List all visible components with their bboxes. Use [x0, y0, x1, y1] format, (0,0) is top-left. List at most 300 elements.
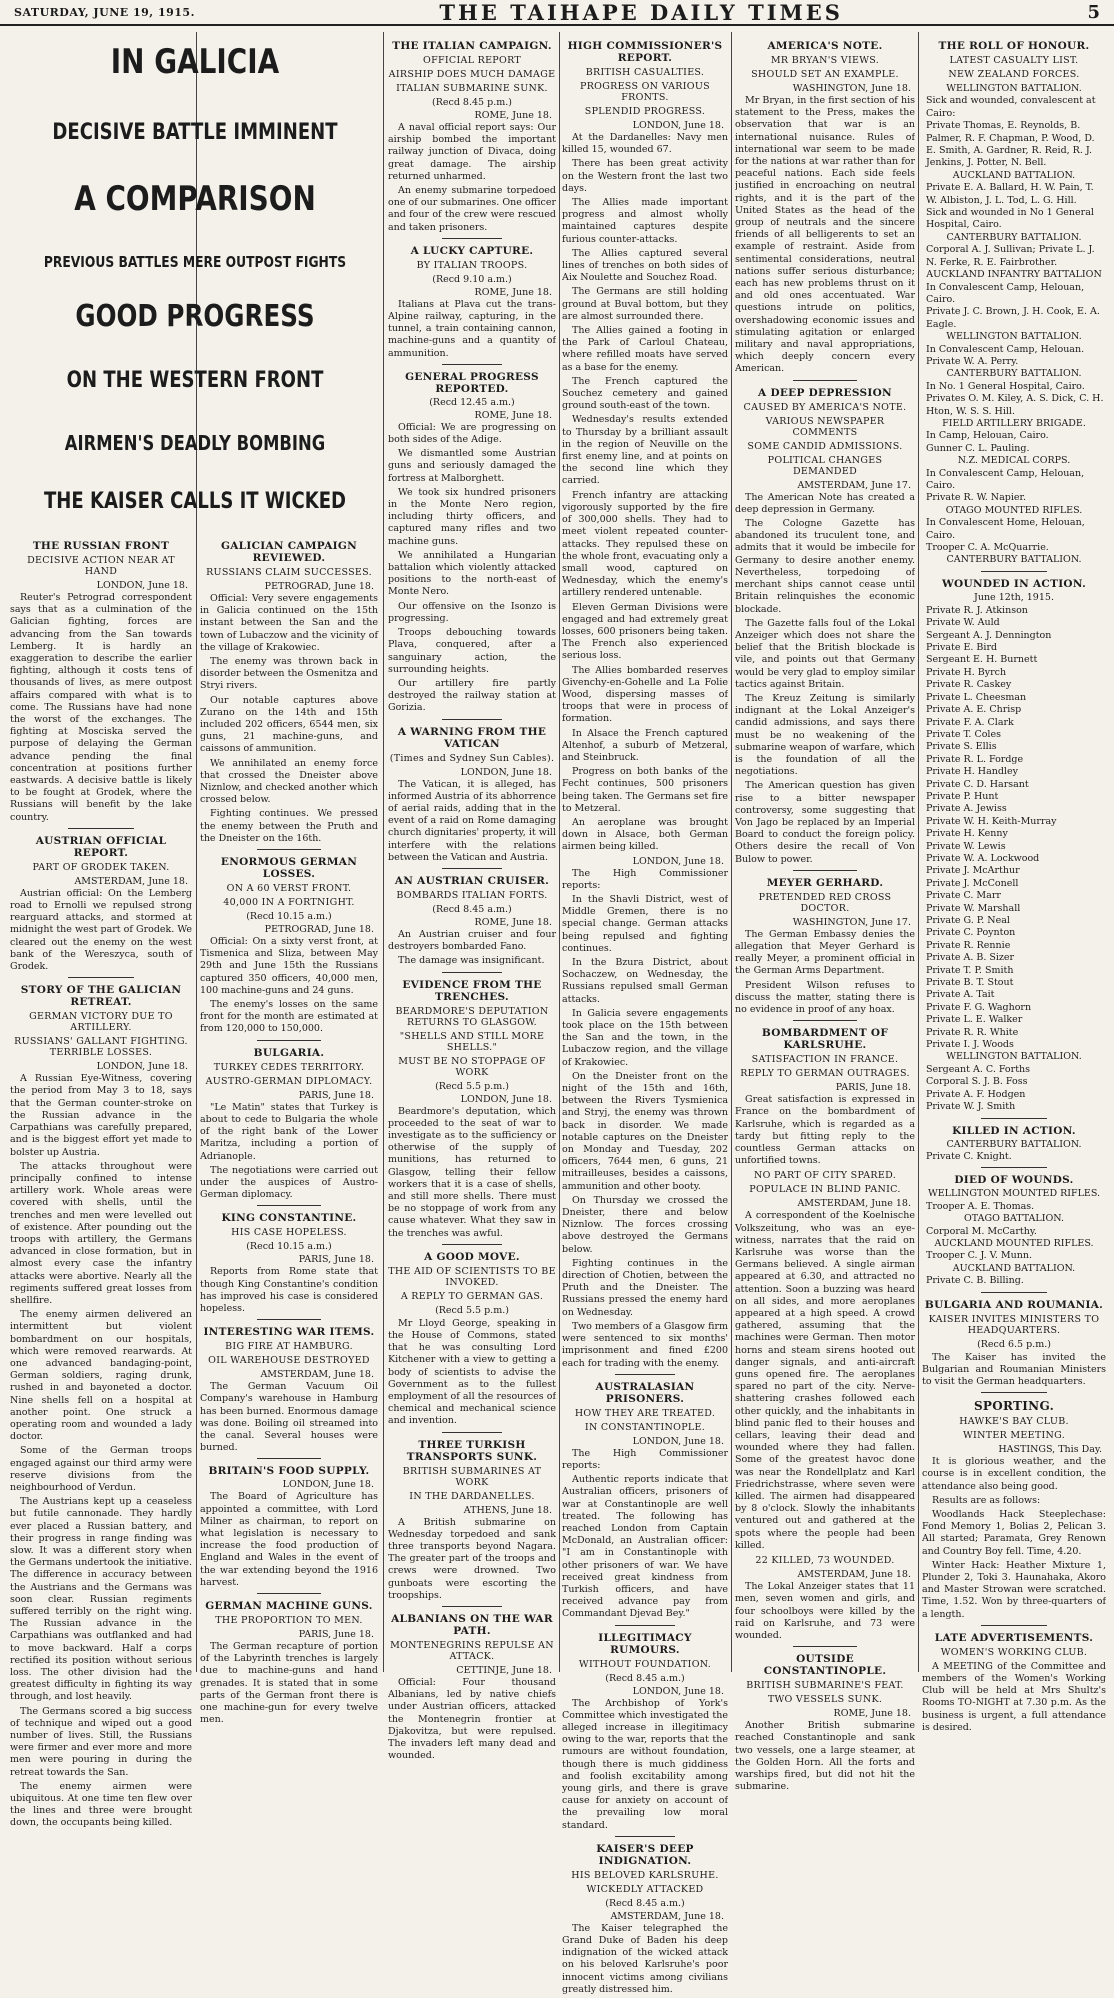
died-of-wounds-list [922, 1188, 1106, 1287]
divider [981, 1118, 1047, 1119]
article-paragraph: At the Dardanelles: Navy men killed 15, wounded 67. [562, 132, 728, 156]
received-time: (Recd 12.45 a.m.) [429, 396, 515, 408]
divider [615, 1374, 675, 1375]
article-subhead: THE PROPORTION TO MEN. [215, 1614, 363, 1626]
article-subhead: SPLENDID PROGRESS. [584, 106, 706, 117]
column-rule [918, 32, 919, 1672]
divider [257, 849, 321, 850]
column-rule [731, 32, 732, 1672]
dateline: LONDON, June 18. [460, 1093, 552, 1105]
article-subhead: 40,000 IN A FORTNIGHT. [223, 897, 355, 909]
casualty-entry: Private H. Handley [926, 766, 1018, 778]
article-subhead: THE AID OF SCIENTISTS TO BE INVOKED. [388, 1265, 556, 1288]
article-paragraph: Woodlands Hack Steeplechase: Fond Memory 1, Bolias 2, Pelican 3. All started; Paramata, Grey Renown and Country Boy fell. Time, 4.20. [922, 1508, 1106, 1557]
dateline: LONDON, June 18. [282, 1479, 374, 1491]
article-paragraph: The Austrians kept up a ceaseless but futile cannonade. They hardly ever placed a Russian battery, and their progress in range finding was slow. It was a different story when the Germans undertook the initiative. The difference in accuracy between the Austrians and the Germans was soon clear. Russian regiments suffered terribly on the right wing. The Russian advance in the Carpathians was outflanked and had to move backward. Half a corps rectified its position without serious loss. The other division had the greatest difficulty in fighting its way through, and lost heavily. [10, 1496, 192, 1703]
article-paragraph: Official: On a sixty verst front, at Tismenica and Sliza, between May 29th and June 15th the Russians captured 350 officers, 40,000 men, 100 machine-guns and 24 guns. [200, 936, 378, 996]
divider [981, 1167, 1047, 1168]
dateline: ROME, June 18. [474, 916, 552, 928]
article-subhead: TURKEY CEDES TERRITORY. [213, 1061, 365, 1073]
divider [615, 1625, 675, 1626]
article-headline: GALICIAN CAMPAIGN REVIEWED. [220, 540, 358, 564]
article-subhead: WICKEDLY ATTACKED [586, 1883, 704, 1895]
casualty-entry: Private A. Tait [926, 989, 995, 1001]
article-subhead: GERMAN VICTORY DUE TO ARTILLERY. [29, 1011, 173, 1034]
casualty-entry: Private W. J. Smith [926, 1101, 1016, 1113]
article-paragraph: On Thursday we crossed the Dneister, there and below Niznlow. The forces crossing above destroyed the Germans below. [562, 1194, 728, 1255]
casualty-entry: Private R. R. White [926, 1026, 1019, 1038]
casualty-entry: Private W. Lewis [926, 840, 1006, 852]
article-headline: KAISER'S DEEP INDIGNATION. [596, 1842, 694, 1867]
article-paragraph: The Allies bombarded reserves Givenchy-en-Gohelle and La Folie Wood, dispersing masses of troops that were in process of formation. [562, 664, 728, 725]
article-paragraph: It is glorious weather, and the course is in excellent condition, the attendance also being good. [922, 1456, 1106, 1492]
article-headline: INTERESTING WAR ITEMS. [203, 1326, 375, 1339]
divider [257, 1040, 321, 1041]
dateline: ROME, June 18. [474, 110, 552, 121]
article-subhead: BRITISH SUBMARINE'S FEAT. [746, 1680, 904, 1692]
article-subhead: TWO VESSELS SUNK. [767, 1694, 883, 1706]
casualty-entry: Private C. Marr [926, 890, 1001, 902]
divider [68, 828, 134, 829]
article-paragraph: In Alsace the French captured Altenhof, a suburb of Metzeral, and Steinbruck. [562, 727, 728, 763]
article-paragraph: Reuter's Petrograd correspondent says that as a culmination of the Galician fighting, forces are advancing from the San towards Lemberg. It is hardly an exaggeration to describe the earlier fighting, although it costs tens of thousands of lives, as mere outpost affairs compared with what is to come. The Russians have had none the worst of the exchanges. The fighting at Mosciska served the purpose of delaying the German advance pending the final concentration at positions further eastwards. A decisive battle is likely to be fought at Grodek, where the Russians will benefit by the lake country. [10, 592, 192, 823]
article-subhead: IN CONSTANTINOPLE. [584, 1421, 706, 1433]
article-subhead: RUSSIANS' GALLANT FIGHTING. TERRIBLE LOSSES. [14, 1036, 188, 1059]
casualty-entry: Private I. J. Woods [926, 1039, 1014, 1051]
received-time: (Recd 6.5 p.m.) [977, 1338, 1051, 1350]
casualty-entry: Private A. B. Sizer [926, 952, 1015, 964]
casualty-entry: Private C. D. Harsant [926, 778, 1029, 790]
headline-2: DECISIVE BATTLE IMMINENT [52, 120, 338, 145]
article-paragraph: Italians at Plava cut the trans-Alpine railway, capturing, in the tunnel, a train containing cannon, machine-guns and a quantity of ammunition. [388, 298, 556, 359]
article-subhead: LATEST CASUALTY LIST. [949, 55, 1079, 66]
unit-heading: FIELD ARTILLERY BRIGADE. [942, 417, 1086, 429]
article-headline: ALBANIANS ON THE WAR PATH. [391, 1613, 553, 1638]
article-subhead: A REPLY TO GERMAN GAS. [400, 1290, 544, 1302]
headline-7: AIRMEN'S DEADLY BOMBING [64, 431, 326, 455]
article-headline: BULGARIA AND ROUMANIA. [924, 1298, 1104, 1311]
article-paragraph: A MEETING of the Committee and members of the Women's Working Club will be held at Mrs Shultz's Rooms TO-NIGHT at 7.30 p.m. As the business is urgent, a full attendance is desired. [922, 1660, 1106, 1733]
divider [793, 1646, 858, 1647]
article-paragraph: The Allies captured several lines of trenches on both sides of Aix Noulette and Souchez Road. [562, 247, 728, 284]
dateline: LONDON, June 18. [460, 766, 552, 778]
article-headline: SPORTING. [973, 1399, 1055, 1414]
article-subhead: BY ITALIAN TROOPS. [416, 259, 528, 271]
article-paragraph: Official: Four thousand Albanians, led by native chiefs under Austrian officers, attacked the Montenegrin frontier at Djakovitza, but were repulsed. The invaders left many dead and wounded. [388, 1677, 556, 1762]
article-headline: A LUCKY CAPTURE. [410, 244, 534, 257]
casualty-entry: In Convalescent Camp, Helouan, Cairo. [926, 467, 1085, 491]
casualty-entry: Private A. E. Chrisp [926, 704, 1022, 716]
casualty-entry: In Convalescent Home, Helouan, Cairo. [926, 517, 1085, 541]
article-paragraph: The Germans are still holding ground at Buval bottom, but they are almost surrounded there. [562, 286, 728, 322]
article-subhead: WINTER MEETING. [962, 1430, 1066, 1442]
article-subhead: BRITISH CASUALTIES. [585, 67, 705, 78]
article-subhead: BIG FIRE AT HAMBURG. [225, 1341, 353, 1353]
received-time: (Recd 8.45 p.m.) [432, 97, 512, 108]
divider [257, 1319, 321, 1320]
article-headline: BOMBARDMENT OF KARLSRUHE. [761, 1027, 889, 1052]
main-headline-stack [10, 34, 380, 534]
unit-heading: N.Z. MEDICAL CORPS. [957, 455, 1071, 467]
received-time: (Recd 10.15 a.m.) [246, 1241, 332, 1253]
article-headline: OUTSIDE CONSTANTINOPLE. [763, 1653, 887, 1678]
divider [442, 972, 502, 973]
casualty-entry: Sick and wounded in No 1 General Hospital, Cairo. [926, 207, 1094, 231]
dateline: AMSTERDAM, June 18. [260, 1369, 374, 1381]
article-paragraph: In Galicia severe engagements took place on the 15th between the San and the town, in the Lubaczow region, and the village of Krakowiec. [562, 1007, 728, 1068]
newspaper-title: THE TAIHAPE DAILY TIMES [439, 0, 843, 25]
article-subhead: MR BRYAN'S VIEWS. [770, 55, 880, 66]
casualty-entry: Private R. Rennie [926, 939, 1011, 951]
received-time: (Recd 9.10 a.m.) [432, 273, 512, 285]
article-paragraph: An enemy submarine torpedoed one of our submarines. One officer and four of the crew were rescued and taken prisoners. [388, 185, 556, 233]
article-paragraph: The Archbishop of York's Committee which investigated the alleged increase in illegitimacy owing to the war, reports that the rumours are without foundation, though there is much giddiness and foolish excitability among young girls, and there is grave cause for anxiety on account of the prevailing low moral standard. [562, 1697, 728, 1831]
article-subhead: POPULACE IN BLIND PANIC. [749, 1184, 901, 1196]
headline-5: GOOD PROGRESS [75, 299, 315, 334]
article-paragraph: President Wilson refuses to discuss the matter, stating there is no evidence in proof of any hoax. [735, 979, 915, 1015]
casualty-entry: Sergeant A. J. Dennington [926, 629, 1052, 641]
divider [981, 571, 1047, 572]
article-paragraph: Eleven German Divisions were engaged and had extremely great losses, 600 prisoners being taken. The French also experienced serious loss. [562, 601, 728, 662]
article-subhead: REPLY TO GERMAN OUTRAGES. [740, 1068, 910, 1080]
casualty-entry: Private L. Cheesman [926, 691, 1027, 703]
article-paragraph: Our notable captures above Zurano on the 14th and 15th included 202 officers, 6544 men, six guns, 21 machine-guns, and caissons of ammunition. [200, 694, 378, 755]
article-subhead: HIS BELOVED KARLSRUHE. [571, 1869, 719, 1881]
casualty-entry: Private J. McConell [926, 877, 1019, 889]
article-paragraph: An aeroplane was brought down in Alsace, both German airmen being killed. [562, 816, 728, 853]
article-headline: DIED OF WOUNDS. [954, 1174, 1074, 1187]
column-4 [562, 34, 728, 1998]
dateline: LONDON, June 18. [632, 1685, 724, 1697]
article-paragraph: Another British submarine reached Constantinople and sank two vessels, one a large steamer, at the Golden Horn. All the forts and warships fired, but did not hit the submarine. [735, 1720, 915, 1793]
article-paragraph: Troops debouching towards Plava, conquered, after a sanguinary action, the surrounding heights. [388, 627, 556, 675]
article-paragraph: We dismantled some Austrian guns and seriously damaged the fortress at Malborghett. [388, 448, 556, 484]
casualty-entry: In Convalescent Camp, Helouan, Cairo. [926, 281, 1085, 305]
divider [615, 1836, 675, 1837]
article-headline: LATE ADVERTISEMENTS. [934, 1631, 1094, 1644]
article-paragraph: The American question has given rise to a bitter newspaper controversy, some suggesting that Von Jago be replaced by an Imperial Board to conduct the foreign policy. Others desire the recall of Von Bulow to power. [735, 780, 915, 865]
casualty-entry: Private F. A. Clark [926, 716, 1014, 728]
received-time: (Recd 8.45 a.m.) [605, 1897, 685, 1909]
article-paragraph: In the Bzura District, about Sochaczew, on Wednesday, the Russians repulsed small German attacks. [562, 957, 728, 1005]
column-rule [383, 32, 384, 1672]
article-paragraph: Fighting continues in the direction of Chotien, between the Pruth and the Dneister. The Russians pressed the enemy hard on Wednesday. [562, 1257, 728, 1318]
article-subhead: SOME CANDID ADMISSIONS. [747, 440, 903, 452]
article-paragraph: We annihilated a Hungarian battalion which violently attacked positions to the north-east of Monte Nero. [388, 549, 556, 598]
article-headline: KILLED IN ACTION. [952, 1124, 1076, 1137]
article-headline: A GOOD MOVE. [424, 1250, 520, 1263]
unit-heading: WELLINGTON BATTALION. [946, 331, 1082, 343]
casualty-entry: Private R. W. Napier. [926, 492, 1027, 504]
article-headline: THREE TURKISH TRANSPORTS SUNK. [406, 1438, 538, 1463]
divider [981, 1292, 1047, 1293]
article-paragraph: Progress on both banks of the Fecht continues, 500 prisoners being taken. The Germans set fire to Metzeral. [562, 766, 728, 814]
headline-8: THE KAISER CALLS IT WICKED [43, 489, 347, 514]
article-paragraph: The German Embassy denies the allegation that Meyer Gerhard is really Meyer, a prominent official in the German Arms Department. [735, 928, 915, 977]
divider [793, 380, 858, 381]
article-headline: HIGH COMMISSIONER'S REPORT. [567, 40, 723, 64]
article-subhead: MONTENEGRINS REPULSE AN ATTACK. [390, 1640, 554, 1663]
casualty-entry: Private W. Marshall [926, 902, 1021, 914]
unit-heading: CANTERBURY BATTALION. [946, 1138, 1082, 1150]
article-subhead: BEARDMORE'S DEPUTATION RETURNS TO GLASGOW. [395, 1005, 549, 1028]
article-subhead: PRETENDED RED CROSS DOCTOR. [758, 891, 892, 914]
unit-heading: OTAGO MOUNTED RIFLES. [945, 504, 1083, 516]
article-paragraph: The attacks throughout were principally confined to intense artillery work. Whole areas were covered with shells, until the trenches and men were levelled out of existence. After pounding out the troops with artillery, the Germans advanced in close formation, but in almost every case the infantry attacks were abortive. Nearly all the regiments suffered great losses from shellfire. [10, 1160, 192, 1306]
article-headline: THE ROLL OF HONOUR. [938, 40, 1090, 52]
casualty-entry: Private S. Ellis [926, 741, 997, 753]
article-paragraph: The Vatican, it is alleged, has informed Austria of its abhorrence of aerial raids, adding that in the event of a raid on Rome damaging church dignitaries' property, it will interfere with the relations between the Vatican and Austria. [388, 778, 556, 863]
article-paragraph: The damage was insignificant. [398, 955, 545, 967]
article-headline: A WARNING FROM THE VATICAN [397, 725, 547, 750]
masthead [0, 0, 1114, 26]
dateline: LONDON, June 18. [632, 120, 724, 131]
divider [442, 1606, 502, 1607]
article-paragraph: There has been great activity on the Western front the last two days. [562, 158, 728, 194]
column-3 [388, 34, 556, 1764]
unit-heading: CANTERBURY BATTALION. [946, 554, 1082, 566]
article-paragraph: Two members of a Glasgow firm were sentenced to six months' imprisonment and fined £200 each for trading with the enemy. [562, 1320, 728, 1369]
article-paragraph: The enemy was thrown back in disorder between the Osmenitza and Stryi rivers. [200, 656, 378, 692]
article-paragraph: The Gazette falls foul of the Lokal Anzeiger which does not share the belief that the British blockade is vile, and points out that Germany would be very glad to employ similar tactics against Britain. [735, 617, 915, 690]
dateline: LONDON, June 18. [96, 580, 188, 591]
list-date: June 12th, 1915. [974, 591, 1054, 603]
article-headline: AUSTRALASIAN PRISONERS. [595, 1380, 695, 1405]
article-paragraph: The negotiations were carried out under the auspices of Austro-German diplomacy. [200, 1164, 378, 1201]
casualty-entry: Private E. A. Ballard, H. W. Pain, T. W. Albiston, J. L. Tod, L. G. Hill. [926, 182, 1094, 206]
casualty-entry: In No. 1 General Hospital, Cairo. [926, 380, 1085, 392]
casualty-entry: Private Thomas, E. Reynolds, B. Palmer, R. F. Chapman, P. Wood, D. E. Smith, A. Gardner, R. Reid, R. J. Jenkins, J. Potter, N. Bell. [926, 120, 1095, 169]
dateline: LONDON, June 18. [632, 855, 724, 867]
casualty-entry: Privates O. M. Kiley, A. S. Dick, C. H. Hton, W. S. S. Hill. [926, 393, 1104, 417]
article-paragraph: The American Note has created a deep depression in Germany. [735, 491, 915, 515]
article-paragraph: A naval official report says: Our airship bombed the important railway junction of Divaca, doing great damage. The airship returned unharmed. [388, 122, 556, 182]
received-time: (Recd 5.5 p.m.) [435, 1080, 509, 1092]
article-paragraph: Winter Hack: Heather Mixture 1, Plunder 2, Toki 3. Haunahaka, Akoro and Master Strowan were scratched. Time, 1.52. Won by three-quarters of a length. [922, 1559, 1106, 1620]
casualty-entry: Trooper C. A. McQuarrie. [926, 542, 1049, 554]
casualty-entry: Private C. B. Billing. [926, 1275, 1024, 1287]
casualty-entry: Private A. Jewiss [926, 803, 1007, 815]
article-paragraph: A correspondent of the Koelnische Volkszeitung, who was an eye-witness, narrates that the raid on Karlsruhe was worse than the Germans believed. A single airman appeared at 6.30, and attracted no attention. Soon a buzzing was heard on all sides, and more aeroplanes appeared at a high speed. A crowd gathered, assuming that the machines were German. Then motor horns and steam sirens hooted out danger signals, and anti-aircraft guns opened fire. The aeroplanes spared no part of the city. Nerve-shattering crashes followed each other quickly, and the inhabitants in blind panic fled to their houses and cellars, leaving their dead and wounded where they had fallen. Some of the greatest havoc done was near the Rondellplatz and Karl Friedrichstrasse, where seven were killed. The airmen had disappeared by 8 o'clock. Slowly the inhabitants ventured out and gathered at the spots where the people had been killed. [735, 1210, 915, 1551]
divider [442, 364, 502, 365]
article-paragraph: A Russian Eye-Witness, covering the period from May 3 to 18, says that the German counter-stroke on the Russian advance in the Carpathians was carefully prepared, and is the biggest effort yet made to bolster up Austria. [10, 1073, 192, 1158]
article-paragraph: French infantry are attacking vigorously supported by the fire of 300,000 shells. They had to meet violent repeated counter-attacks. They repulsed these on the whole front, evacuating only a small wood, captured on Wednesday, which the enemy's artillery rendered untenable. [562, 489, 728, 599]
divider [442, 868, 502, 869]
dateline: ROME, June 18. [474, 286, 552, 298]
article-subhead: WOMEN'S WORKING CLUB. [940, 1646, 1088, 1658]
casualty-entry: Private R. Caskey [926, 679, 1012, 691]
article-subhead: SHOULD SET AN EXAMPLE. [751, 69, 899, 80]
casualty-entry: Private C. Poynton [926, 927, 1016, 939]
dateline: PETROGRAD, June 18. [264, 581, 374, 592]
dateline: ROME, June 18. [474, 409, 552, 421]
received-time: (Recd 8.45 a.m.) [432, 903, 512, 915]
article-paragraph: Fighting continues. We pressed the enemy between the Pruth and the Dneister on the 16th. [200, 808, 378, 844]
article-paragraph: We took six hundred prisoners in the Monte Nero region, including thirty officers, and captured many rifles and two machine guns. [388, 486, 556, 547]
article-paragraph: We annihilated an enemy force that crossed the Dneister above Niznlow, and checked another which crossed below. [200, 757, 378, 806]
unit-heading: CANTERBURY BATTALION. [946, 231, 1082, 243]
issue-date: SATURDAY, JUNE 19, 1915. [14, 5, 195, 19]
article-subhead: PART OF GRODEK TAKEN. [32, 861, 170, 873]
casualty-entry: Trooper C. J. V. Munn. [926, 1250, 1033, 1262]
article-subhead: CAUSED BY AMERICA'S NOTE. [743, 401, 907, 413]
casualty-entry: Private G. P. Neal [926, 915, 1010, 926]
casualty-entry: In Convalescent Camp, Helouan. [926, 343, 1085, 355]
article-headline: MEYER GERHARD. [766, 876, 884, 889]
article-headline: BRITAIN'S FOOD SUPPLY. [208, 1465, 370, 1478]
dateline: AMSTERDAM, June 17. [797, 479, 911, 491]
dateline: LONDON, June 18. [96, 1061, 188, 1073]
unit-heading: WELLINGTON MOUNTED RIFLES. [927, 1188, 1101, 1200]
casualty-entry: Private B. T. Stout [926, 977, 1014, 989]
column-2 [200, 534, 378, 1728]
divider [981, 1625, 1047, 1626]
article-subhead: HIS CASE HOPELESS. [231, 1227, 347, 1239]
article-paragraph: The enemy airmen delivered an intermittent but violent bombardment on our hospitals, which were removed rearwards. At one advanced bandaging-point, German soldiers, raging drunk, rushed in and bayoneted a doctor. Nine shells fell on a hospital at another point. One struck a operating room and wounded a lady doctor. [10, 1309, 192, 1443]
article-headline: ENORMOUS GERMAN LOSSES. [220, 856, 358, 881]
dateline: PETROGRAD, June 18. [264, 924, 374, 936]
casualty-entry: Corporal A. J. Sullivan; Private L. J. N. Ferke, R. E. Fairbrother. [926, 244, 1095, 268]
column-5 [735, 34, 915, 1795]
divider [257, 1458, 321, 1459]
divider [442, 719, 502, 720]
dateline: WASHINGTON, June 17. [792, 916, 911, 928]
article-paragraph: On the Dneister front on the night of the 15th and 16th, between the Rivers Tysmienica and Stryj, the enemy was thrown back in disorder. We made notable captures on the Dneister on Monday and Tuesday, 202 officers, 7644 men, 6 guns, 21 mitrailleuses, besides a caissons, ammunition and other booty. [562, 1070, 728, 1192]
article-subhead: OFFICIAL REPORT [422, 55, 522, 66]
divider [442, 238, 502, 239]
article-subhead: HAWKE'S BAY CLUB. [959, 1416, 1069, 1428]
article-paragraph: Great satisfaction is expressed in France on the bombardment of Karlsruhe, which is regarded as a tardy but fitting reply to the countless German attacks on unfortified towns. [735, 1094, 915, 1167]
casualty-entry: Private R. L. Fordge [926, 753, 1024, 765]
column-6 [922, 34, 1106, 1736]
casualty-entry: Private T. P. Smith [926, 964, 1014, 976]
article-subhead: NO PART OF CITY SPARED. [753, 1170, 897, 1182]
unit-heading: AUCKLAND INFANTRY BATTALION [926, 269, 1102, 281]
article-subhead: NEW ZEALAND FORCES. [948, 69, 1080, 80]
article-paragraph: "Le Matin" states that Turkey is about to cede to Bulgaria the whole of the right bank of the Lower Maritza, including a portion of Adrianople. [200, 1101, 378, 1162]
article-subhead: SATISFACTION IN FRANCE. [751, 1054, 899, 1066]
headline-4: PREVIOUS BATTLES MERE OUTPOST FIGHTS [43, 253, 347, 271]
column-1 [10, 534, 192, 1832]
dateline: PARIS, June 18. [298, 1628, 374, 1640]
article-paragraph: Mr Bryan, in the first section of his statement to the Press, makes the observation that war is an international nuisance. Rules of international war seem to be made for the nations at war rather than for peaceful nations. Each side feels justified in encroaching on neutral rights, and it is the part of the United States as the head of the group of neutrals and the sincere friends of all belligerents to set an example of restraint. Aside from sentimental considerations, neutral nations suffer serious disturbance; each has new problems thrust on it and old ones accentuated. War questions intrude on politics, overshadowing economic issues and stimulating agitation or enlarged military and naval appropriations, which deeply concern every American. [735, 95, 915, 375]
article-subhead: BRITISH SUBMARINES AT WORK [402, 1465, 542, 1488]
article-subhead: IN THE DARDANELLES. [409, 1490, 535, 1502]
casualty-entry: Private E. Bird [926, 642, 998, 654]
article-paragraph: The Allies gained a footing in the Park of Carloul Chateau, where refilled moats have served as a base for the enemy. [562, 325, 728, 373]
article-paragraph: The German Vacuum Oil Company's warehouse in Hamburg has been burned. Enormous damage was done. Boiling oil streamed into the canal. Several houses were burned. [200, 1381, 378, 1454]
column-rule [559, 32, 560, 1672]
article-headline: THE ITALIAN CAMPAIGN. [392, 40, 552, 52]
casualty-entry: Private H. Byrch [926, 666, 1007, 678]
article-paragraph: Some of the German troops engaged against our third army were reserve divisions from the neighbourhood of Verdun. [10, 1445, 192, 1493]
dateline: AMSTERDAM, June 18. [74, 875, 188, 887]
article-headline: EVIDENCE FROM THE TRENCHES. [402, 978, 542, 1003]
casualty-entry: Private T. Coles [926, 728, 1001, 740]
article-headline: GENERAL PROGRESS REPORTED. [405, 370, 539, 395]
article-paragraph: The Germans scored a big success of technique and wiped out a good number of lives. Still, the Russians were firmer and ever more and more men were pouring in during the retreat towards the San. [10, 1705, 192, 1778]
article-paragraph: The French captured the Souchez cemetery and gained ground south-east of the town. [562, 375, 728, 412]
article-paragraph: Official: Very severe engagements in Galicia continued on the 15th instant between the San and the town of Lubaczow and the vicinity of the village of Krakowiec. [200, 593, 378, 653]
article-subhead: MUST BE NO STOPPAGE OF WORK [398, 1055, 546, 1078]
dateline: AMSTERDAM, June 18. [610, 1910, 724, 1922]
article-headline: A DEEP DEPRESSION [758, 386, 892, 399]
casualty-entry: Corporal S. J. B. Foss [926, 1076, 1028, 1088]
casualty-entry: Private W. Auld [926, 617, 1000, 629]
dateline: AMSTERDAM, June 18. [797, 1198, 911, 1210]
casualty-entry: Private W. A. Lockwood [926, 852, 1040, 864]
dateline: HASTINGS, This Day. [998, 1444, 1102, 1456]
article-paragraph: Reports from Rome state that though King Constantine's condition has improved his case is considered hopeless. [200, 1266, 378, 1314]
article-subhead: AUSTRO-GERMAN DIPLOMACY. [205, 1075, 373, 1087]
article-paragraph: The enemy's losses on the same front for the month are estimated at from 120,000 to 150,000. [200, 999, 378, 1035]
divider [257, 1593, 321, 1594]
divider [981, 1392, 1047, 1393]
divider [793, 870, 858, 871]
dateline: LONDON, June 18. [632, 1435, 724, 1447]
casualty-entry: Private H. Kenny [926, 828, 1008, 840]
article-subhead: (Times and Sydney Sun Cables). [389, 752, 555, 764]
headline-3: A COMPARISON [74, 179, 316, 219]
divider [68, 977, 134, 978]
article-paragraph: The Cologne Gazette has abandoned its truculent tone, and admits that it would be imbecile for Germany to desire another enemy. Nevertheless, torpedoing of merchant ships cannot cease until Britain relinquishes the economic blockade. [735, 518, 915, 615]
wounded-list [922, 605, 1106, 1114]
divider [793, 1020, 858, 1021]
article-headline: GERMAN MACHINE GUNS. [205, 1599, 373, 1612]
article-paragraph: Wednesday's results extended to Thursday by a brilliant assault in the region of Neuville on the first enemy line, and at points on the second line which they carried. [562, 414, 728, 487]
article-subhead: 22 KILLED, 73 WOUNDED. [755, 1555, 895, 1567]
article-headline: AN AUSTRIAN CRUISER. [394, 874, 550, 887]
article-subhead: ITALIAN SUBMARINE SUNK. [396, 83, 548, 94]
casualty-entry: Corporal M. McCarthy. [926, 1225, 1037, 1237]
article-paragraph: Authentic reports indicate that Australian officers, prisoners of war at Constantinople are well treated. The following has reached London from Captain McDonald, an Australian officer: "I am in Constantinople with other prisoners of war. We have received great kindness from Turkish officers, and have received advance pay from Commandant Djevad Bey." [562, 1474, 728, 1620]
unit-heading: CANTERBURY BATTALION. [946, 368, 1082, 380]
article-headline: ILLEGITIMACY RUMOURS. [598, 1631, 692, 1656]
article-subhead: "SHELLS AND STILL MORE SHELLS." [399, 1030, 545, 1053]
dateline: PARIS, June 18. [298, 1254, 374, 1266]
divider [442, 1244, 502, 1245]
dateline: ATHENS, June 18. [463, 1504, 552, 1516]
dateline: WASHINGTON, June 18. [792, 83, 911, 94]
article-subhead: ON A 60 VERST FRONT. [226, 883, 352, 895]
divider [442, 1432, 502, 1433]
casualty-entry: Private F. G. Waghorn [926, 1001, 1032, 1013]
article-paragraph: The German recapture of portion of the Labyrinth trenches is largely due to machine-guns and hand grenades. It is stated that in some parts of the German front there is one machine-gun for every twelve men. [200, 1640, 378, 1726]
dateline: PARIS, June 18. [835, 1082, 911, 1094]
article-headline: STORY OF THE GALICIAN RETREAT. [20, 984, 182, 1009]
casualty-entry: Private W. A. Perry. [926, 355, 1019, 367]
article-paragraph: A British submarine on Wednesday torpedoed and sank three transports beyond Nagara. The greater part of the troops and crews were drowned. Two gunboats were escorting the troopships. [388, 1516, 556, 1601]
article-headline: WOUNDED IN ACTION. [941, 577, 1087, 590]
casualty-entry: In Camp, Helouan, Cairo. [926, 430, 1049, 442]
casualty-entry: Private A. F. Hodgen [926, 1088, 1026, 1100]
headline-1: IN GALICIA [110, 42, 280, 82]
unit-heading: AUCKLAND MOUNTED RIFLES. [934, 1237, 1094, 1249]
received-time: (Recd 5.5 p.m.) [435, 1304, 509, 1316]
unit-heading: AUCKLAND BATTALION. [952, 1262, 1076, 1274]
divider [257, 1205, 321, 1206]
article-paragraph: Austrian official: On the Lemberg road to Ernolli we repulsed strong rearguard attacks, and stormed at midnight the west part of Grodek. We cleared out the enemy on the west bank of the Wereszyca, south of Grodek. [10, 887, 192, 973]
dateline: ROME, June 18. [833, 1708, 911, 1720]
dateline: AMSTERDAM, June 18. [797, 1569, 911, 1581]
article-paragraph: Official: We are progressing on both sides of the Adige. [388, 421, 556, 446]
article-subhead: VARIOUS NEWSPAPER COMMENTS [765, 415, 885, 438]
casualty-entry: Private J. C. Brown, J. H. Cook, E. A. Eagle. [926, 306, 1100, 330]
article-headline: BULGARIA. [253, 1046, 325, 1059]
article-paragraph: The Kreuz Zeitung is similarly indignant at the Lokal Anzeiger's candid admissions, and says there must be no weakening of the submarine weapon of warfare, which is the foundation of all the negotiations. [735, 692, 915, 778]
article-headline: KING CONSTANTINE. [221, 1212, 357, 1225]
article-paragraph: Our offensive on the Isonzo is progressing. [388, 600, 556, 624]
